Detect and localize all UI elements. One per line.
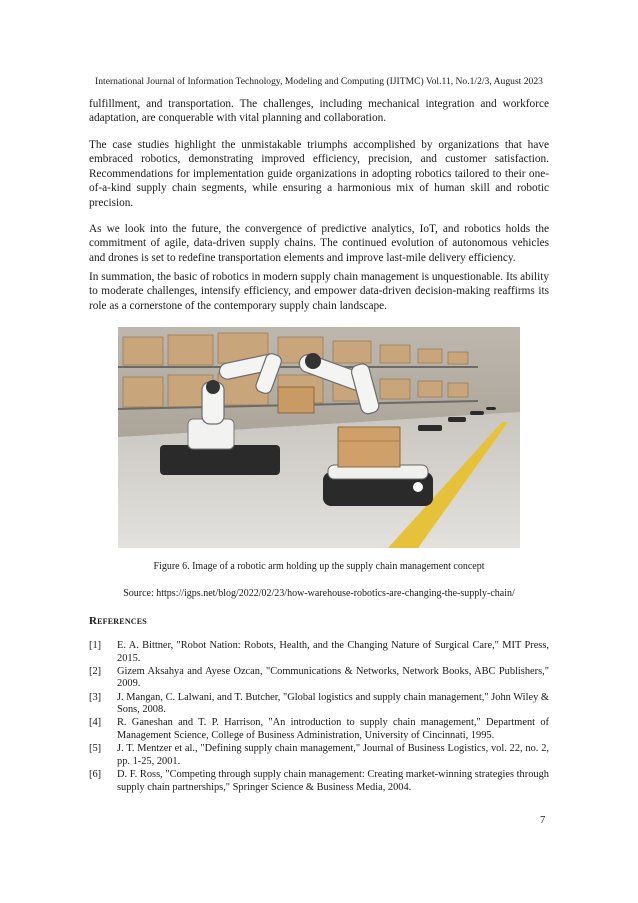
paragraph-3: As we look into the future, the convergence of predictive analytics, IoT, and robotics holds the commitment of agile, data-driven supply chains. The continued evolution of autonomous vehicles and drones is set to redefine transportation elements and improve last-mile delivery efficiency.	[89, 223, 549, 264]
reference-number: [2]	[89, 665, 102, 677]
reference-number: [6]	[89, 768, 102, 780]
reference-number: [4]	[89, 717, 102, 729]
reference-text: Gizem Aksahya and Ayese Ozcan, "Communications & Networks, Network Books, ABC Publishers," 2009.	[117, 665, 549, 690]
robot-arm-illustration	[118, 327, 520, 548]
paragraph-2: The case studies highlight the unmistakable triumphs accomplished by organizations that have embraced robotics, demonstrating improved efficiency, precision, and customer satisfaction. Recommendations for implementation guide organizations in adopting robotics tailored to their one-of-a-kind supply chain segments, while ensuring a harmonious mix of human skill and robotic precision.	[89, 139, 549, 209]
reference-item	[89, 666, 549, 691]
reference-number: [3]	[89, 691, 102, 703]
robot-warehouse-photo	[118, 327, 520, 548]
reference-text: R. Ganeshan and T. P. Harrison, "An introduction to supply chain management," Department of Management Science, College of Business Administration, University of Cincinnati, 1995.	[117, 717, 549, 741]
reference-item	[89, 717, 549, 742]
reference-item	[89, 640, 549, 665]
figure-caption: Figure 6. Image of a robotic arm holding up the supply chain management concept	[153, 561, 485, 572]
reference-item	[89, 692, 549, 717]
paragraph-4: In summation, the basic of robotics in modern supply chain management is unquestionable. Its ability to moderate challenges, intensify efficiency, and empower data-driven decision-making reaffirms its role as a cornerstone of the contemporary supply chain landscape.	[89, 271, 549, 312]
references-heading: References	[89, 615, 147, 627]
references-list	[89, 640, 549, 795]
reference-number: [5]	[89, 743, 102, 755]
reference-item	[89, 769, 549, 794]
reference-text: J. T. Mentzer et al., "Defining supply chain management," Journal of Business Logistics, vol. 22, no. 2, pp. 1-25, 2001.	[117, 743, 549, 767]
reference-text: D. F. Ross, "Competing through supply chain management: Creating market-winning strategies through supply chain partnerships," Springer Science & Business Media, 2004.	[117, 768, 549, 793]
reference-text: E. A. Bittner, "Robot Nation: Robots, Health, and the Changing Nature of Surgical Care," MIT Press, 2015.	[117, 640, 549, 664]
page-number: 7	[540, 815, 546, 826]
reference-text: J. Mangan, C. Lalwani, and T. Butcher, "Global logistics and supply chain management," John Wiley & Sons, 2008.	[117, 691, 549, 716]
figure-source: Source: https://igps.net/blog/2022/02/23/how-warehouse-robotics-are-changing-the-supply-chain/	[123, 588, 515, 599]
reference-item	[89, 743, 549, 768]
running-header: International Journal of Information Technology, Modeling and Computing (IJITMC) Vol.11, No.1/2/3, August 2023	[95, 76, 543, 87]
reference-number: [1]	[89, 640, 102, 651]
paragraph-1: fulfillment, and transportation. The challenges, including mechanical integration and workforce adaptation, are conquerable with vital planning and collaboration.	[89, 98, 549, 125]
